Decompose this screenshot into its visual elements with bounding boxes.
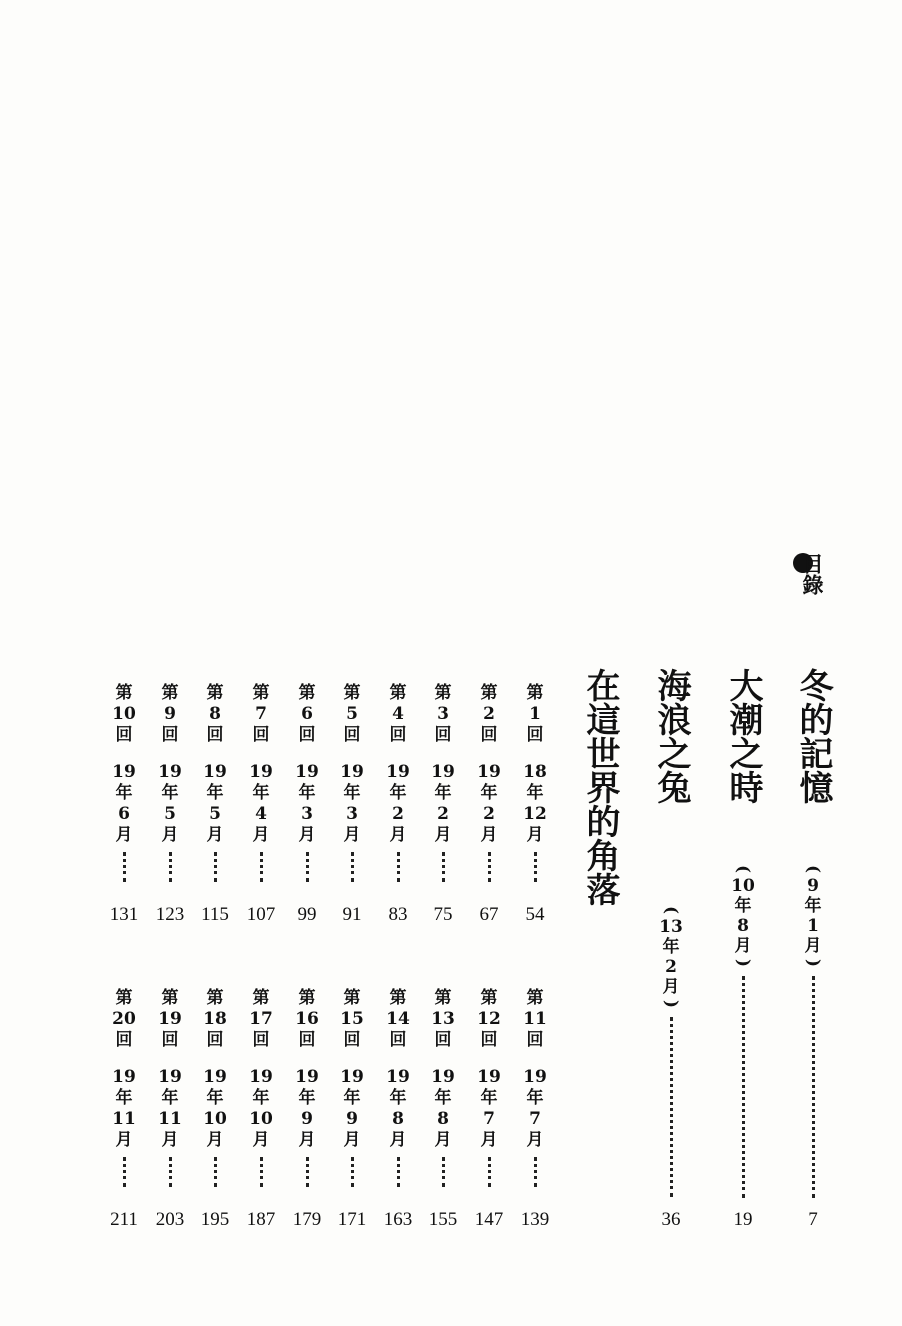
year-unit: 年: [298, 1088, 316, 1108]
leader-dots: [260, 1157, 263, 1187]
chapter-suffix: 回: [161, 1030, 179, 1050]
chapter-entry[interactable]: [199, 683, 231, 882]
chapter-suffix: 回: [526, 725, 544, 745]
chapter-year: 19: [295, 1067, 319, 1087]
leader-dots: [812, 976, 815, 1198]
chapter-month: 12: [523, 804, 547, 824]
month-unit: 月: [252, 825, 270, 845]
chapter-prefix: 第: [480, 683, 498, 703]
chapter-year: 18: [523, 762, 547, 782]
chapter-month: 10: [249, 1109, 273, 1129]
month-unit: 月: [389, 825, 407, 845]
chapter-page: 67: [479, 904, 499, 925]
chapter-month: 10: [203, 1109, 227, 1129]
chapter-year: 19: [340, 1067, 364, 1087]
chapter-year: 19: [386, 762, 410, 782]
chapter-month: 4: [255, 804, 267, 824]
chapter-year: 19: [295, 762, 319, 782]
story-date: ( 10 年 8 月 ): [730, 862, 756, 1198]
chapter-year: 19: [249, 1067, 273, 1087]
month-unit: 月: [115, 1130, 133, 1150]
leader-dots: [488, 1157, 491, 1187]
chapter-suffix: 回: [480, 1030, 498, 1050]
year-unit: 年: [389, 1088, 407, 1108]
chapter-entry[interactable]: [291, 683, 323, 882]
chapter-year: 19: [386, 1067, 410, 1087]
story-title: 大潮之時: [723, 668, 763, 804]
month-unit: 月: [343, 825, 361, 845]
chapter-suffix: 回: [161, 725, 179, 745]
chapter-page: 187: [246, 1209, 276, 1230]
year-unit: 年: [298, 783, 316, 803]
leader-dots: [169, 852, 172, 882]
chapter-number: 16: [295, 1009, 319, 1029]
chapter-year: 19: [203, 762, 227, 782]
chapter-page: 131: [109, 904, 139, 925]
chapter-year: 19: [431, 1067, 455, 1087]
chapter-number: 20: [112, 1009, 136, 1029]
chapter-month: 11: [158, 1109, 182, 1129]
leader-dots: [670, 1017, 673, 1197]
leader-dots: [442, 1157, 445, 1187]
month-unit: 月: [480, 1130, 498, 1150]
chapter-number: 11: [523, 1009, 547, 1029]
chapter-entry[interactable]: [427, 683, 459, 882]
chapter-page: 155: [428, 1209, 458, 1230]
month-unit: 月: [343, 1130, 361, 1150]
year-unit: 年: [115, 1088, 133, 1108]
chapter-prefix: 第: [252, 988, 270, 1008]
chapter-number: 6: [301, 704, 313, 724]
year-unit: 年: [343, 783, 361, 803]
story-entry[interactable]: [790, 668, 836, 804]
chapter-prefix: 第: [115, 683, 133, 703]
chapter-month: 11: [112, 1109, 136, 1129]
leader-dots: [534, 1157, 537, 1187]
month-unit: 月: [115, 825, 133, 845]
chapter-page: 195: [200, 1209, 230, 1230]
leader-dots: [306, 1157, 309, 1187]
leader-dots: [260, 852, 263, 882]
chapter-page: 139: [520, 1209, 550, 1230]
year-unit: 年: [526, 1088, 544, 1108]
story-entry[interactable]: [648, 668, 694, 804]
leader-dots: [351, 852, 354, 882]
chapter-suffix: 回: [252, 1030, 270, 1050]
chapter-suffix: 回: [206, 1030, 224, 1050]
chapter-prefix: 第: [343, 683, 361, 703]
chapter-prefix: 第: [526, 683, 544, 703]
chapter-month: 8: [437, 1109, 449, 1129]
leader-dots: [123, 1157, 126, 1187]
chapter-entry[interactable]: [154, 683, 186, 882]
chapter-month: 5: [209, 804, 221, 824]
chapter-year: 19: [112, 762, 136, 782]
chapter-page: 179: [292, 1209, 322, 1230]
story-date: ( 13 年 2 月 ): [658, 903, 684, 1197]
chapter-prefix: 第: [434, 988, 452, 1008]
chapter-prefix: 第: [526, 988, 544, 1008]
chapter-month: 2: [437, 804, 449, 824]
year-unit: 年: [526, 783, 544, 803]
story-page: 19: [733, 1209, 753, 1230]
chapter-suffix: 回: [206, 725, 224, 745]
chapter-month: 7: [483, 1109, 495, 1129]
chapter-month: 2: [392, 804, 404, 824]
story-entry[interactable]: [720, 668, 766, 804]
chapter-number: 10: [112, 704, 136, 724]
chapter-month: 3: [301, 804, 313, 824]
chapter-page: 163: [383, 1209, 413, 1230]
leader-dots: [214, 852, 217, 882]
chapter-year: 19: [477, 762, 501, 782]
chapter-year: 19: [112, 1067, 136, 1087]
chapter-prefix: 第: [389, 988, 407, 1008]
leader-dots: [488, 852, 491, 882]
chapter-page: 147: [474, 1209, 504, 1230]
month-unit: 月: [252, 1130, 270, 1150]
chapter-prefix: 第: [298, 683, 316, 703]
year-unit: 年: [206, 783, 224, 803]
month-unit: 月: [206, 825, 224, 845]
story-page: 7: [808, 1209, 818, 1230]
chapter-month: 5: [164, 804, 176, 824]
chapter-year: 19: [431, 762, 455, 782]
year-unit: 年: [252, 1088, 270, 1108]
chapter-year: 19: [477, 1067, 501, 1087]
chapter-page: 99: [297, 904, 317, 925]
leader-dots: [351, 1157, 354, 1187]
chapter-number: 2: [483, 704, 495, 724]
chapter-suffix: 回: [389, 1030, 407, 1050]
chapter-suffix: 回: [252, 725, 270, 745]
chapter-number: 13: [431, 1009, 455, 1029]
leader-dots: [397, 1157, 400, 1187]
chapter-prefix: 第: [161, 683, 179, 703]
month-unit: 月: [526, 1130, 544, 1150]
story-entry[interactable]: [577, 668, 623, 906]
chapter-year: 19: [249, 762, 273, 782]
leader-dots: [442, 852, 445, 882]
leader-dots: [123, 852, 126, 882]
story-page: 36: [661, 1209, 681, 1230]
chapter-number: 1: [529, 704, 541, 724]
chapter-page: 211: [110, 1209, 138, 1230]
chapter-page: 75: [433, 904, 453, 925]
year-unit: 年: [343, 1088, 361, 1108]
chapter-prefix: 第: [161, 988, 179, 1008]
month-unit: 月: [480, 825, 498, 845]
chapter-year: 19: [523, 1067, 547, 1087]
year-unit: 年: [434, 783, 452, 803]
chapter-number: 5: [346, 704, 358, 724]
year-unit: 年: [252, 783, 270, 803]
leader-dots: [214, 1157, 217, 1187]
chapter-number: 9: [164, 704, 176, 724]
chapter-entry[interactable]: [108, 988, 140, 1187]
chapter-year: 19: [203, 1067, 227, 1087]
chapter-year: 19: [340, 762, 364, 782]
chapter-suffix: 回: [480, 725, 498, 745]
chapter-number: 18: [203, 1009, 227, 1029]
month-unit: 月: [161, 1130, 179, 1150]
month-unit: 月: [389, 1130, 407, 1150]
chapter-suffix: 回: [434, 1030, 452, 1050]
chapter-number: 14: [386, 1009, 410, 1029]
chapter-month: 3: [346, 804, 358, 824]
chapter-prefix: 第: [434, 683, 452, 703]
chapter-prefix: 第: [298, 988, 316, 1008]
chapter-suffix: 回: [434, 725, 452, 745]
chapter-month: 6: [118, 804, 130, 824]
chapter-suffix: 回: [526, 1030, 544, 1050]
chapter-page: 54: [525, 904, 545, 925]
chapter-prefix: 第: [206, 988, 224, 1008]
toc-header: [795, 553, 829, 595]
chapter-entry[interactable]: [199, 988, 231, 1187]
chapter-entry[interactable]: [382, 683, 414, 882]
chapter-entry[interactable]: [336, 683, 368, 882]
year-unit: 年: [161, 1088, 179, 1108]
chapter-page: 91: [342, 904, 362, 925]
chapter-prefix: 第: [206, 683, 224, 703]
month-unit: 月: [526, 825, 544, 845]
chapter-number: 3: [437, 704, 449, 724]
year-unit: 年: [389, 783, 407, 803]
chapter-suffix: 回: [115, 725, 133, 745]
year-unit: 年: [115, 783, 133, 803]
leader-dots: [306, 852, 309, 882]
chapter-entry[interactable]: [519, 683, 551, 882]
chapter-prefix: 第: [343, 988, 361, 1008]
chapter-entry[interactable]: [519, 988, 551, 1187]
chapter-number: 4: [392, 704, 404, 724]
leader-dots: [534, 852, 537, 882]
chapter-entry[interactable]: [291, 988, 323, 1187]
chapter-entry[interactable]: [154, 988, 186, 1187]
chapter-month: 9: [301, 1109, 313, 1129]
month-unit: 月: [434, 1130, 452, 1150]
year-unit: 年: [434, 1088, 452, 1108]
year-unit: 年: [480, 1088, 498, 1108]
chapter-page: 107: [246, 904, 276, 925]
month-unit: 月: [298, 1130, 316, 1150]
year-unit: 年: [480, 783, 498, 803]
month-unit: 月: [298, 825, 316, 845]
story-date: ( 9 年 1 月 ): [800, 862, 826, 1198]
chapter-suffix: 回: [298, 725, 316, 745]
month-unit: 月: [161, 825, 179, 845]
chapter-suffix: 回: [343, 1030, 361, 1050]
story-title: 冬的記憶: [793, 668, 833, 804]
chapter-page: 171: [337, 1209, 367, 1230]
chapter-suffix: 回: [115, 1030, 133, 1050]
toc-title: 目錄: [800, 553, 825, 595]
chapter-entry[interactable]: [382, 988, 414, 1187]
chapter-entry[interactable]: [473, 683, 505, 882]
month-unit: 月: [434, 825, 452, 845]
chapter-entry[interactable]: [427, 988, 459, 1187]
leader-dots: [742, 976, 745, 1198]
chapter-prefix: 第: [389, 683, 407, 703]
chapter-prefix: 第: [480, 988, 498, 1008]
chapter-entry[interactable]: [336, 988, 368, 1187]
chapter-prefix: 第: [252, 683, 270, 703]
chapter-suffix: 回: [298, 1030, 316, 1050]
chapter-suffix: 回: [389, 725, 407, 745]
leader-dots: [169, 1157, 172, 1187]
chapter-page: 123: [155, 904, 185, 925]
month-unit: 月: [206, 1130, 224, 1150]
chapter-number: 12: [477, 1009, 501, 1029]
story-title: 在這世界的角落: [580, 668, 620, 906]
chapter-page: 115: [201, 904, 229, 925]
story-title: 海浪之兔: [651, 668, 691, 804]
chapter-page: 203: [155, 1209, 185, 1230]
chapter-entry[interactable]: [245, 683, 277, 882]
chapter-month: 8: [392, 1109, 404, 1129]
chapter-prefix: 第: [115, 988, 133, 1008]
chapter-year: 19: [158, 762, 182, 782]
chapter-entry[interactable]: [245, 988, 277, 1187]
chapter-entry[interactable]: [108, 683, 140, 882]
chapter-year: 19: [158, 1067, 182, 1087]
chapter-suffix: 回: [343, 725, 361, 745]
leader-dots: [397, 852, 400, 882]
chapter-month: 7: [529, 1109, 541, 1129]
chapter-entry[interactable]: [473, 988, 505, 1187]
chapter-number: 8: [209, 704, 221, 724]
chapter-month: 9: [346, 1109, 358, 1129]
chapter-number: 19: [158, 1009, 182, 1029]
chapter-month: 2: [483, 804, 495, 824]
chapter-number: 15: [340, 1009, 364, 1029]
chapter-number: 7: [255, 704, 267, 724]
chapter-number: 17: [249, 1009, 273, 1029]
chapter-page: 83: [388, 904, 408, 925]
year-unit: 年: [161, 783, 179, 803]
year-unit: 年: [206, 1088, 224, 1108]
